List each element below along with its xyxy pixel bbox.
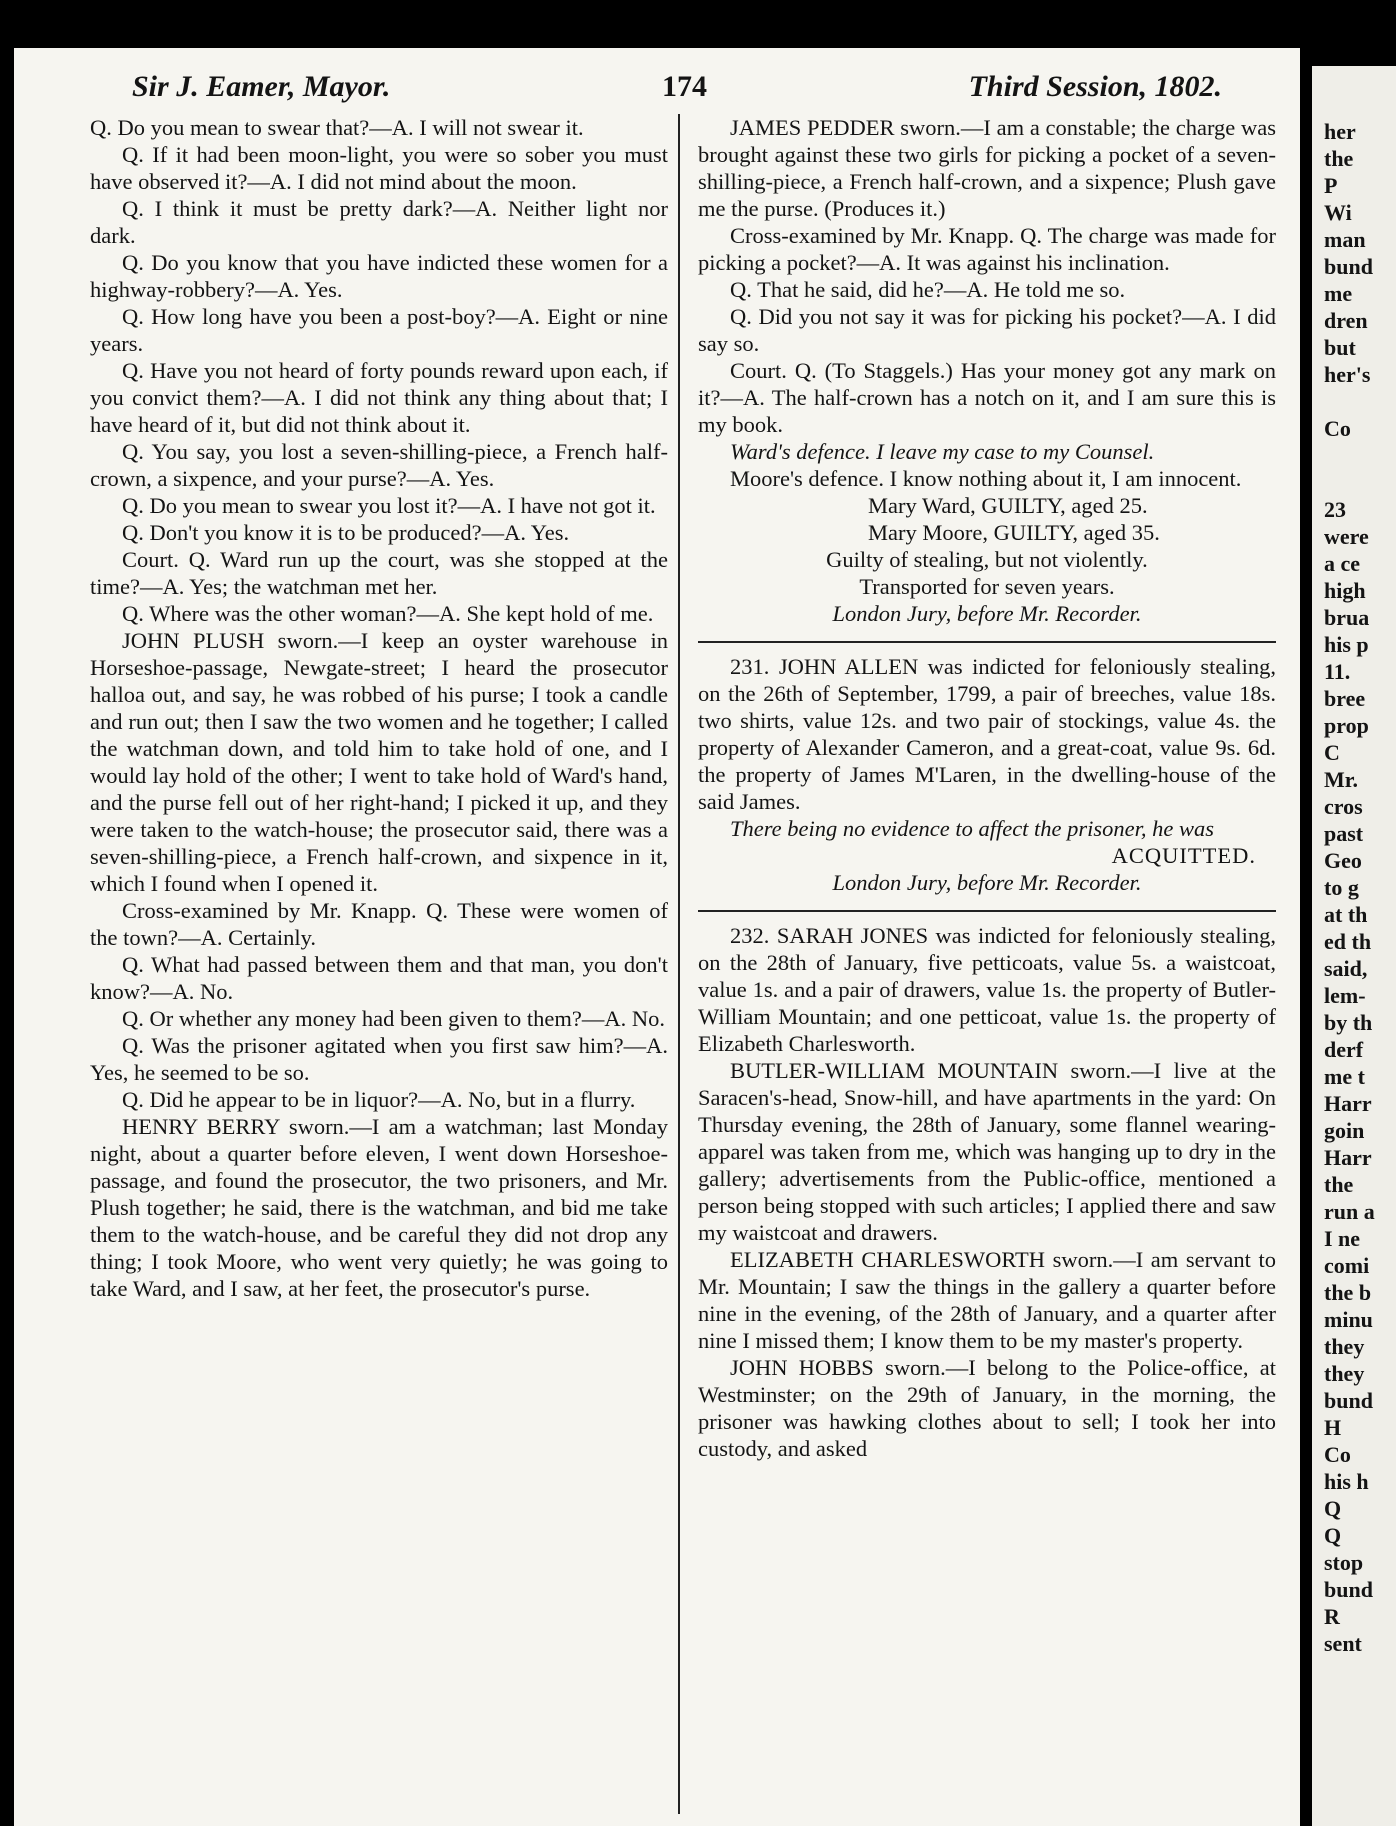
- sliver-line: I ne: [1324, 1226, 1361, 1251]
- paragraph: Q. Did you not say it was for picking his pocket?—A. I did say so.: [698, 304, 1276, 356]
- header-mayor: Sir J. Eamer, Mayor.: [132, 70, 391, 103]
- paragraph: Q. That he said, did he?—A. He told me so.: [730, 277, 1126, 302]
- paragraph: Q. Do you mean to swear that?—A. I will not swear it.: [90, 115, 584, 140]
- sliver-line: they: [1324, 1361, 1365, 1386]
- sliver-line: bund: [1324, 254, 1373, 279]
- sliver-line: Wi: [1324, 200, 1352, 225]
- sliver-line: bund: [1324, 1577, 1373, 1602]
- paragraph: JOHN HOBBS sworn.—I belong to the Police-office, at Westminster; on the 29th of January, in the morning, the prisoner was hawking clothes about to sell; I took her into custody, and asked: [698, 1355, 1276, 1461]
- sliver-line: his h: [1324, 1469, 1369, 1494]
- sliver-line: lem-: [1324, 983, 1366, 1008]
- sliver-line: H: [1324, 1415, 1342, 1440]
- sliver-line: Q: [1324, 1523, 1342, 1548]
- sliver-line: sent: [1324, 1631, 1362, 1656]
- sliver-line: but: [1324, 335, 1356, 360]
- paragraph: JOHN PLUSH sworn.—I keep an oyster warehouse in Horseshoe-passage, Newgate-street; I heard the prosecutor halloa out, and say, he was robbed of his purse; I took a candle and run out; then I saw the two women and he together; I called the watchman down, and told him to take hold of one, and I would lay hold of the other; I went to take hold of Ward's hand, and the purse fell out of her right-hand; I picked it up, and they were taken to the watch-house; the prosecutor said, there was a seven-shilling-piece, a French half-crown, and sixpence in it, which I found when I opened it.: [90, 628, 668, 896]
- running-header: [132, 66, 1222, 110]
- sliver-line: cros: [1324, 794, 1363, 819]
- sliver-line: me: [1324, 281, 1353, 306]
- adjacent-page-text: [1324, 118, 1375, 1657]
- sliver-line: comi: [1324, 1253, 1370, 1278]
- sliver-line: at th: [1324, 902, 1368, 927]
- document-page: [14, 48, 1300, 1826]
- left-column: [90, 114, 668, 1814]
- sliver-line: her: [1324, 119, 1356, 144]
- right-column: [698, 114, 1276, 1814]
- sliver-line: by th: [1324, 1010, 1373, 1035]
- sliver-line: P: [1324, 173, 1338, 198]
- sliver-line: man: [1324, 227, 1366, 252]
- sentence-line: Transported for seven years.: [859, 574, 1115, 599]
- sliver-line: 23: [1324, 497, 1346, 522]
- column-divider: [678, 114, 680, 1814]
- sliver-line: the b: [1324, 1280, 1372, 1305]
- sliver-line: [1324, 442, 1375, 469]
- paragraph: Ward's defence. I leave my case to my Counsel.: [730, 439, 1155, 464]
- sliver-line: the: [1324, 146, 1354, 171]
- sliver-line: a ce: [1324, 551, 1361, 576]
- verdict-line: Mary Ward, GUILTY, aged 25.: [868, 493, 1148, 518]
- paragraph: There being no evidence to affect the prisoner, he was: [730, 816, 1215, 841]
- case-paragraph: 231. JOHN ALLEN was indicted for feloniously stealing, on the 26th of September, 1799, a pair of breeches, value 18s. two shirts, value 12s. and two pair of stockings, value 4s. the property of Alexander Cameron, and a great-coat, value 9s. 6d. the property of James M'Laren, in the dwelling-house of the said James.: [698, 654, 1276, 814]
- paragraph: Q. Do you mean to swear you lost it?—A. I have not got it.: [122, 493, 656, 518]
- header-session: Third Session, 1802.: [968, 70, 1222, 103]
- sliver-line: said,: [1324, 956, 1368, 981]
- sliver-line: stop: [1324, 1550, 1364, 1575]
- sliver-line: minu: [1324, 1307, 1373, 1332]
- paragraph: Cross-examined by Mr. Knapp. Q. These were women of the town?—A. Certainly.: [90, 898, 668, 950]
- case-paragraph: 232. SARAH JONES was indicted for feloniously stealing, on the 28th of January, five petticoats, value 5s. a waistcoat, value 1s. and a pair of drawers, value 1s. the property of Butler-William Mountain; and one petticoat, value 1s. the property of Elizabeth Charlesworth.: [698, 923, 1276, 1056]
- paragraph: Q. Did he appear to be in liquor?—A. No, but in a flurry.: [122, 1087, 636, 1112]
- sliver-line: his p: [1324, 632, 1369, 657]
- paragraph: Q. What had passed between them and that man, you don't know?—A. No.: [90, 952, 668, 1004]
- section-rule: [698, 641, 1276, 643]
- paragraph: Court. Q. (To Staggels.) Has your money got any mark on it?—A. The half-crown has a notch on it, and I am sure this is my book.: [698, 358, 1276, 437]
- sliver-line: ed th: [1324, 929, 1372, 954]
- paragraph: Q. Was the prisoner agitated when you first saw him?—A. Yes, he seemed to be so.: [90, 1033, 668, 1085]
- verdict-line: Guilty of stealing, but not violently.: [826, 547, 1148, 572]
- sliver-line: to g: [1324, 875, 1359, 900]
- sliver-line: Co: [1324, 416, 1351, 441]
- paragraph: HENRY BERRY sworn.—I am a watchman; last Monday night, about a quarter before eleven, I went down Horseshoe-passage, and found the prosecutor, the two prisoners, and Mr. Plush together; he said, there is the watchman, and bid me take them to the watch-house, and be careful they did not drop any thing; I took Moore, who went very quietly; he was going to take Ward, and I saw, at her feet, the prosecutor's purse.: [90, 1114, 668, 1301]
- paragraph: Q. Or whether any money had been given to them?—A. No.: [122, 1006, 665, 1031]
- paragraph: JAMES PEDDER sworn.—I am a constable; the charge was brought against these two girls for picking a pocket of a seven-shilling-piece, a French half-crown, and a sixpence; Plush gave me the purse. (Produces it.): [698, 115, 1276, 221]
- paragraph: Q. How long have you been a post-boy?—A. Eight or nine years.: [90, 304, 668, 356]
- sliver-line: prop: [1324, 713, 1369, 738]
- paragraph: Q. I think it must be pretty dark?—A. Neither light nor dark.: [90, 196, 668, 248]
- sliver-line: Harr: [1324, 1145, 1372, 1170]
- paragraph: Cross-examined by Mr. Knapp. Q. The charge was made for picking a pocket?—A. It was against his inclination.: [698, 223, 1276, 275]
- paragraph: Q. Do you know that you have indicted these women for a highway-robbery?—A. Yes.: [90, 250, 668, 302]
- paragraph: Moore's defence. I know nothing about it, I am innocent.: [730, 466, 1242, 491]
- sliver-line: Mr.: [1324, 767, 1359, 792]
- sliver-line: the: [1324, 1172, 1354, 1197]
- adjacent-page-edge: [1312, 66, 1396, 1826]
- paragraph: Q. Where was the other woman?—A. She kept hold of me.: [122, 601, 654, 626]
- sliver-line: bree: [1324, 686, 1366, 711]
- sliver-line: C: [1324, 740, 1340, 765]
- section-rule: [698, 910, 1276, 912]
- paragraph: Q. If it had been moon-light, you were so sober you must have observed it?—A. I did not mind about the moon.: [90, 142, 668, 194]
- sliver-line: dren: [1324, 308, 1368, 333]
- sliver-line: Co: [1324, 1442, 1351, 1467]
- sliver-line: were: [1324, 524, 1369, 549]
- sliver-line: goin: [1324, 1118, 1365, 1143]
- sliver-line: her's: [1324, 362, 1371, 387]
- sliver-line: bund: [1324, 1388, 1373, 1413]
- sliver-line: past: [1324, 821, 1364, 846]
- sliver-line: brua: [1324, 605, 1370, 630]
- verdict-line: Mary Moore, GUILTY, aged 35.: [868, 520, 1160, 545]
- sliver-line: Harr: [1324, 1091, 1372, 1116]
- sliver-line: high: [1324, 578, 1366, 603]
- paragraph: Q. Have you not heard of forty pounds reward upon each, if you convict them?—A. I did not think any thing about that; I have heard of it, but did not think about it.: [90, 358, 668, 437]
- jury-line: London Jury, before Mr. Recorder.: [832, 601, 1142, 626]
- paragraph: ELIZABETH CHARLESWORTH sworn.—I am servant to Mr. Mountain; I saw the things in the gallery a quarter before nine in the evening, of the 28th of January, and a quarter after nine I missed them; I know them to be my master's property.: [698, 1247, 1276, 1353]
- sliver-line: [1324, 469, 1375, 496]
- verdict-line: ACQUITTED.: [1111, 843, 1256, 868]
- sliver-line: [1324, 388, 1375, 415]
- sliver-line: 11.: [1324, 659, 1351, 684]
- sliver-line: they: [1324, 1334, 1365, 1359]
- paragraph: Q. Don't you know it is to be produced?—A. Yes.: [122, 520, 570, 545]
- paragraph: Court. Q. Ward run up the court, was she stopped at the time?—A. Yes; the watchman met her.: [90, 547, 668, 599]
- jury-line: London Jury, before Mr. Recorder.: [832, 870, 1142, 895]
- page-number: 174: [662, 70, 707, 103]
- paragraph: Q. You say, you lost a seven-shilling-piece, a French half-crown, a sixpence, and your purse?—A. Yes.: [90, 439, 668, 491]
- sliver-line: me t: [1324, 1064, 1365, 1089]
- sliver-line: derf: [1324, 1037, 1364, 1062]
- sliver-line: Q: [1324, 1496, 1342, 1521]
- sliver-line: run a: [1324, 1199, 1375, 1224]
- sliver-line: R: [1324, 1604, 1340, 1629]
- paragraph: BUTLER-WILLIAM MOUNTAIN sworn.—I live at the Saracen's-head, Snow-hill, and have apartments in the yard: On Thursday evening, the 28th of January, some flannel wearing-apparel was taken from me, which was hanging up to dry in the gallery; advertisements from the Public-office, mentioned a person being stopped with such articles; I applied there and saw my waistcoat and drawers.: [698, 1058, 1276, 1245]
- sliver-line: Geo: [1324, 848, 1362, 873]
